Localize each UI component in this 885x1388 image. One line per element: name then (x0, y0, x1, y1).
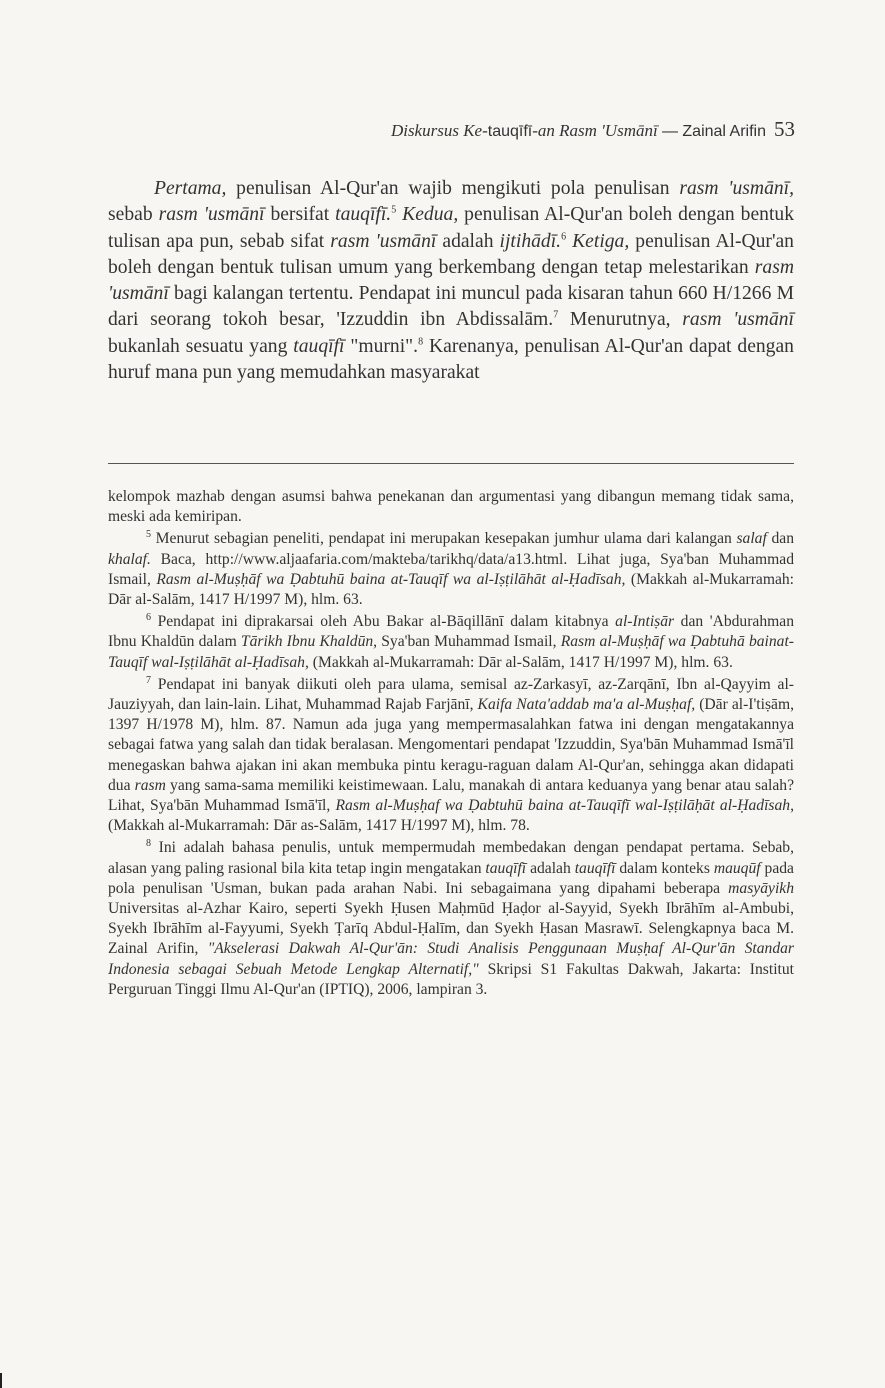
term-italic: rasm 'usmānī (158, 204, 265, 226)
text-run: Pendapat ini banyak diikuti oleh para ulama, semisal az-Zarkasyī, az-Zarqānī, Ibn al-Qayyim al-Jauziyyah, dan lain-lain. Lihat, Muhammad Rajab Farjānī, (108, 675, 794, 714)
text-run: dan 'Abdurahman Ibnu Khaldūn dalam (108, 613, 794, 651)
text-run: sebab (108, 204, 159, 226)
term-italic: ijtihādī. (499, 230, 562, 252)
scan-edge-mark (0, 1373, 2, 1388)
text-run: penulisan Al-Qur'an wajib mengikuti pola penulisan (226, 178, 680, 199)
footnote-8 (108, 838, 794, 1000)
text-run: Menurut sebagian peneliti, pendapat ini merupakan kesepakan jumhur ulama dari kalangan (151, 530, 737, 548)
text-run: Sya'ban Muhammad Ismail, (377, 633, 561, 651)
term-italic: tauqīfī (293, 335, 345, 357)
footnote-7 (108, 675, 794, 837)
citation-title: "Akselerasi Dakwah Al-Qur'ān: Studi Analisis Penggunaan Muṣḥaf Al-Qur'ān Standar Indonesia sebagai Sebuah Metode Lengkap Alternatif," (108, 940, 794, 978)
text-run: dalam konteks (615, 859, 714, 877)
term-italic: rasm 'usmānī (108, 256, 794, 305)
footnote-ref: 8 (418, 336, 424, 348)
citation-title: Tārikh Ibnu Khaldūn, (240, 633, 378, 651)
text-run: (Makkah al-Mukarramah: Dār as-Salām, 1417 H/1997 M), hlm. 78. (108, 817, 530, 835)
term-italic: rasm 'usmānī, (679, 178, 795, 199)
footnote-5 (108, 529, 794, 610)
text-run: (Makkah al-Mukarramah: Dār al-Salām, 1417 H/1997 M), hlm. 63. (308, 653, 733, 671)
text-run: (Makkah al-Mukarramah: Dār al-Salām, 1417 H/1997 M), hlm. 63. (108, 570, 794, 609)
term-italic: salaf (736, 530, 767, 548)
citation-title: al-Intiṣār (615, 613, 675, 631)
text-run: "murni". (344, 335, 419, 357)
footnote-number: 6 (146, 612, 151, 624)
header-title-part2: tauqīfī (487, 123, 533, 140)
footnote-divider (108, 463, 794, 464)
text-run: (Dār al-I'tiṣām, 1397 H/1978 M), hlm. 87. Namun ada juga yang mempermasalahkan fatwa ini dengan mengatakannya sebagai fatwa yang salah dan tidak beralasan. Mengomentari pendapat 'Izzuddin, Sya'bān Muhammad Ismā'īl menegaskan bahwa ajakan ini akan membuka pintu keragu-raguan dalam Al-Qur'an, sehingga akan didapati dua (108, 696, 794, 794)
text-run: bagi kalangan tertentu. Pendapat ini muncul pada kisaran tahun 660 H/1266 M dari seorang tokoh besar, 'Izzuddin ibn Abdissalām. (108, 283, 794, 331)
body-text (108, 176, 794, 386)
term-italic: Ketiga, (572, 230, 630, 252)
header-title-part3: -an Rasm 'Usmānī (532, 121, 658, 140)
term-italic: Pertama, (154, 178, 227, 199)
text-run: adalah (436, 230, 500, 252)
term-italic: masyāyikh (728, 879, 794, 897)
term-italic: tauqīfī. (335, 204, 392, 226)
citation-title: Kaifa Nata'addab ma'a al-Muṣḥaf, (477, 696, 696, 714)
text-run: Skripsi S1 Fakultas Dakwah, Jakarta: Institut Perguruan Tinggi Ilmu Al-Qur'an (IPTIQ), 2006, lampiran 3. (108, 960, 794, 998)
body-paragraph (108, 176, 794, 386)
term-italic: tauqīfī (485, 859, 527, 877)
text-run: bukanlah sesuatu yang (108, 335, 294, 357)
text-run: dan (766, 530, 794, 548)
text-run: penulisan Al-Qur'an boleh dengan bentuk tulisan apa pun, sebab sifat (108, 204, 794, 252)
text-run: Ini adalah bahasa penulis, untuk mempermudah membedakan dengan pendapat pertama. Sebab, alasan yang paling rasional bila kita tetap ingin mengatakan (108, 839, 794, 877)
running-header (110, 117, 795, 142)
citation-title: Rasm al-Muṣḥāf wa Ḍabtuhā bainat-Tauqīf wal-Iṣṭilāhāt al-Ḥadīsah, (108, 633, 794, 671)
text-run: pada pola penulisan 'Usman, bukan pada arahan Nabi. Ini sebagaimana yang dipahami beberapa (108, 859, 794, 897)
footnote-6 (108, 612, 794, 673)
text-run: bersifat (264, 204, 336, 226)
text-run: Universitas al-Azhar Kairo, seperti Syekh Ḥusen Maḥmūd Ḥaḍor al-Sayyid, Syekh Ibrāhīm al-Ambubi, Syekh Ibrāhīm al-Fayyumi, Syekh Ṭarīq Abdul-Ḥalīm, dan Syekh Ḥasan Masrawī. Selengkapnya baca M. Zainal Arifin, (108, 900, 794, 958)
header-author: — Zainal Arifin (661, 123, 766, 140)
footnote-ref: 5 (391, 204, 397, 216)
text-run: Baca, http://www.aljaafaria.com/makteba/tarikhq/data/a13.html. Lihat juga, Sya'ban Muhammad Ismail, (108, 550, 794, 588)
text-run: Pendapat ini diprakarsai oleh Abu Bakar al-Bāqillānī dalam kitabnya (151, 613, 616, 631)
footnote-ref: 7 (553, 309, 559, 321)
footnote-number: 5 (146, 529, 151, 541)
text-run: penulisan Al-Qur'an boleh dengan bentuk tulisan umum yang berkembang dengan tetap melestarikan (108, 230, 794, 278)
term-italic: rasm (134, 776, 166, 794)
footnotes (108, 487, 794, 1000)
page-number: 53 (774, 117, 795, 141)
header-title-part1: Diskursus Ke- (390, 121, 488, 140)
text-run: adalah (526, 859, 575, 877)
footnote-number: 8 (146, 838, 151, 850)
citation-title: Rasm al-Muṣḥaf wa Ḍabtuhū baina at-Tauqīfī wal-Iṣṭilāḥāt al-Ḥadīsah, (335, 797, 794, 815)
text-run: Karenanya, penulisan Al-Qur'an dapat dengan huruf mana pun yang memudahkan masyarakat (108, 335, 794, 384)
term-italic: Kedua, (402, 204, 459, 226)
term-italic: mauqūf (713, 859, 761, 877)
footnote-ref: 6 (561, 231, 567, 243)
citation-title: Rasm al-Muṣḥāf wa Ḍabtuhū baina at-Tauqīf wa al-Iṣṭilāhāt al-Ḥadīsah, (156, 570, 626, 588)
footnote-number: 7 (146, 674, 151, 686)
term-italic: khalaf. (108, 550, 151, 568)
term-italic: tauqīfī (574, 859, 616, 877)
text-run: Menurutnya, (558, 309, 683, 331)
term-italic: rasm 'usmānī (330, 230, 437, 252)
footnote-continuation: kelompok mazhab dengan asumsi bahwa penekanan dan argumentasi yang dibangun memang tidak sama, meski ada kemiripan. (108, 488, 794, 526)
text-run: yang sama-sama memiliki keistimewaan. Lalu, manakah di antara keduanya yang benar atau salah? Lihat, Sya'bān Muhammad Ismā'īl, (108, 776, 794, 815)
term-italic: rasm 'usmānī (682, 309, 794, 331)
